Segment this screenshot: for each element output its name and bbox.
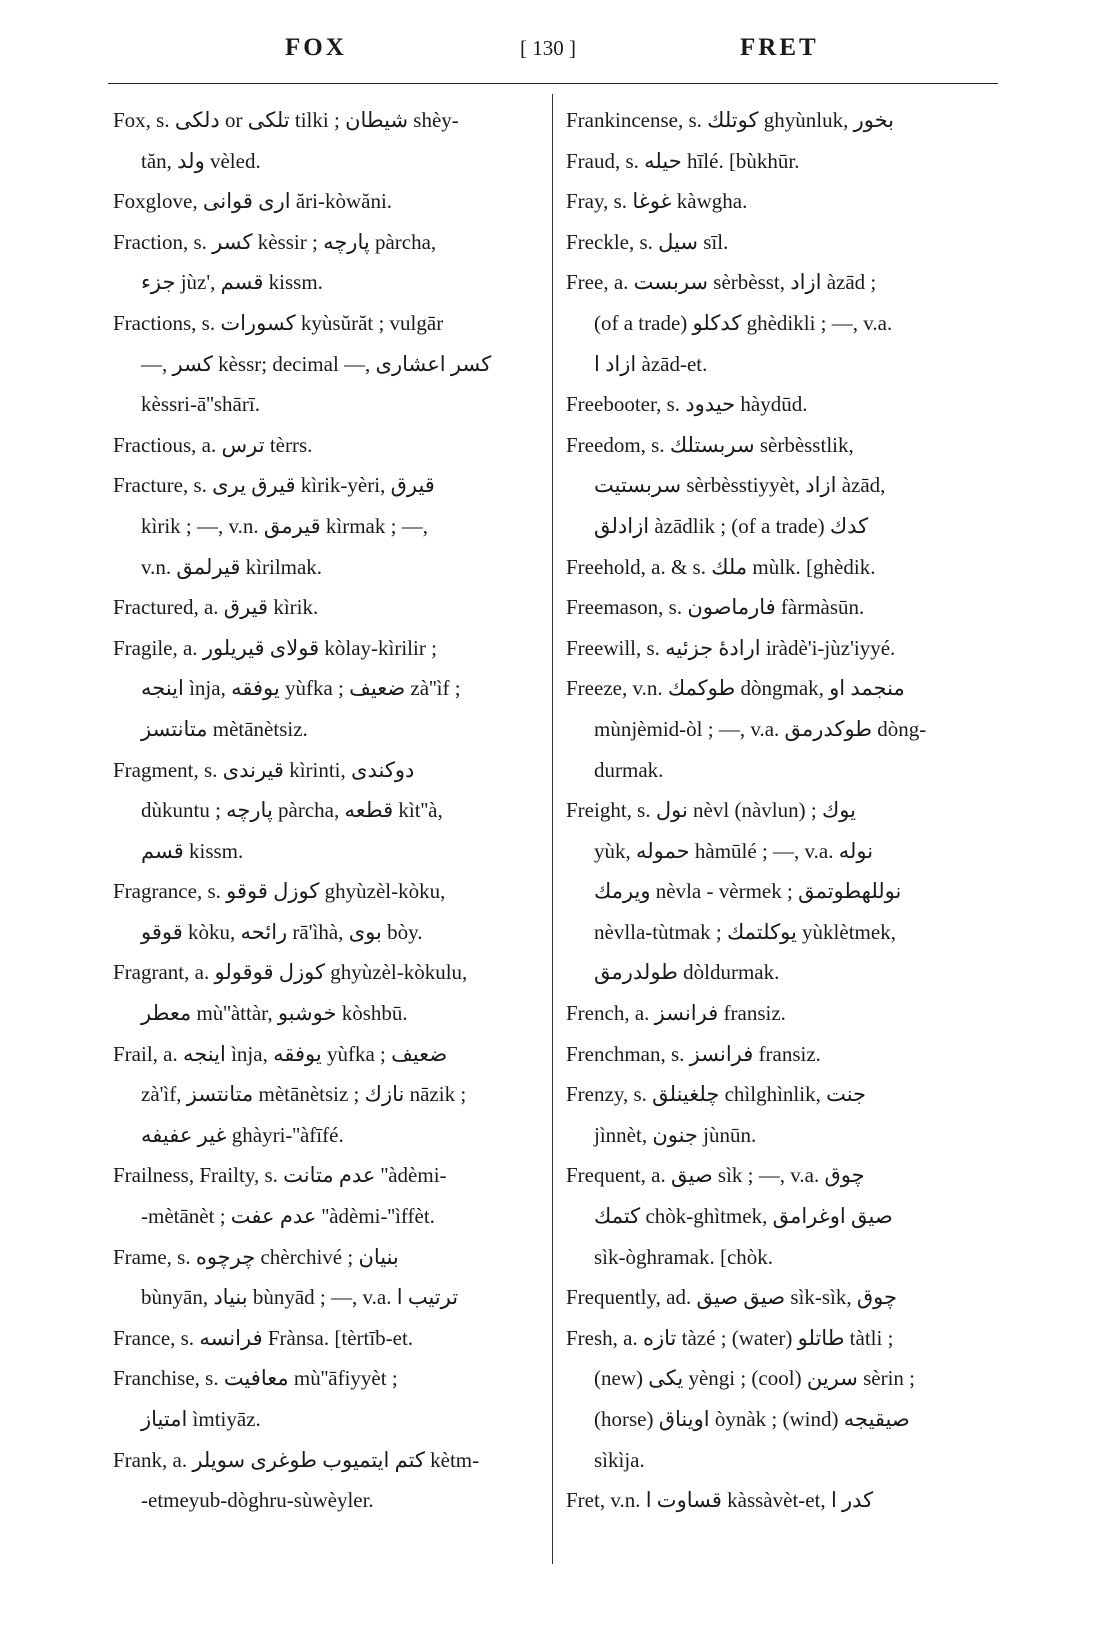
entry-continuation-line: قوقو kòku, رائحه rā'ìhà, بوى bòy. xyxy=(141,919,423,944)
entry-continuation-line: امتياز ìmtiyāz. xyxy=(141,1407,261,1431)
entry-line: Fragrance, s. كوزل قوقو ghyùzèl-kòku, xyxy=(113,879,446,904)
running-head-first-word: FOX xyxy=(285,34,347,61)
entry-continuation-line: bùnyān, بنياد bùnyād ; —, v.a. ترتيب ا xyxy=(141,1285,459,1310)
entry-continuation-line: معطر mù''àttàr, خوشبو kòshbū. xyxy=(141,1001,408,1026)
entry-line: Franchise, s. معافيت mù''āfiyyèt ; xyxy=(113,1366,398,1391)
entry-line: Foxglove, ارى قوانى ări-kòwăni. xyxy=(113,189,393,214)
entry-continuation-line: nèvlla-tùtmak ; يوكلتمك yùklètmek, xyxy=(594,919,896,944)
entry-line: Fresh, a. تازه tàzé ; (water) طاتلو tàtli ; xyxy=(566,1325,894,1350)
entry-line: France, s. فرانسه Frànsa. [tèrtīb-et. xyxy=(113,1325,414,1350)
entry-continuation-line: سربستيت sèrbèsstiyyèt, ازاد àzād, xyxy=(594,473,886,498)
entry-continuation-line: -mètānèt ; عدم عفت ''àdèmi-''ìffèt. xyxy=(141,1204,435,1229)
entry-continuation-line: طولدرمق dòldurmak. xyxy=(594,960,780,985)
entry-line: Frenzy, s. چلغينلق chìlghìnlik, جنت xyxy=(566,1082,867,1107)
entry-continuation-line: ازادلق àzādlik ; (of a trade) كدك xyxy=(594,513,869,538)
page-number: [ 130 ] xyxy=(520,36,576,60)
entry-line: Fraud, s. حيله hīlé. [bùkhūr. xyxy=(566,148,800,173)
entry-line: Fractions, s. كسورات kyùsŭrăt ; vulgār xyxy=(113,310,444,335)
entry-continuation-line: (of a trade) كدكلو ghèdikli ; —, v.a. xyxy=(594,310,893,335)
entry-continuation-line: sìkìja. xyxy=(594,1447,645,1472)
entry-line: Frank, a. كتم ايتميوب طوغرى سويلر kètm- xyxy=(113,1447,480,1472)
entry-continuation-line: mùnjèmid-òl ; —, v.a. طوكدرمق dòng- xyxy=(594,716,927,741)
entry-continuation-line: durmak. xyxy=(594,757,664,782)
entry-continuation-line: -etmeyub-dòghru-sùwèyler. xyxy=(141,1488,374,1513)
entry-line: Freight, s. نول nèvl (nàvlun) ; يوك xyxy=(566,798,856,823)
header-rule xyxy=(108,83,998,84)
page-header xyxy=(0,34,1115,74)
entry-continuation-line: jìnnèt, جنون jùnūn. xyxy=(594,1122,757,1147)
entry-line: Frenchman, s. فرانسز fransiz. xyxy=(566,1041,821,1066)
entry-continuation-line: ويرمك nèvla - vèrmek ; نوللهطوتمق xyxy=(594,879,902,904)
entry-line: Fragrant, a. كوزل قوقولو ghyùzèl-kòkulu, xyxy=(113,960,468,985)
entry-continuation-line: v.n. قيرلمق kìrilmak. xyxy=(141,554,323,579)
entry-line: Frailness, Frailty, s. عدم متانت ''àdèmi- xyxy=(113,1163,447,1188)
entry-line: Freebooter, s. حيدود hàydūd. xyxy=(566,392,808,417)
entry-line: Fray, s. غوغا kàwgha. xyxy=(566,189,748,214)
entry-line: Free, a. سربست sèrbèsst, ازاد àzād ; xyxy=(566,270,877,295)
entry-line: Frankincense, s. كوتلك ghyùnluk, بخور xyxy=(566,108,894,132)
entry-continuation-line: ازاد ا àzād-et. xyxy=(594,351,708,376)
entry-continuation-line: —, كسر kèssr; decimal —, كسر اعشارى xyxy=(141,351,492,376)
entry-continuation-line: yùk, حموله hàmūlé ; —, v.a. نوله xyxy=(594,838,874,863)
entry-line: Fractured, a. قيرق kìrik. xyxy=(113,595,319,620)
entry-line: Fracture, s. قيرق يرى kìrik-yèri, قيرق xyxy=(113,473,435,498)
entry-line: Fox, s. دلكى or تلكى tilki ; شيطان shèy- xyxy=(113,108,459,132)
left-column xyxy=(113,100,543,1521)
entry-continuation-line: sìk-òghramak. [chòk. xyxy=(594,1244,774,1269)
entry-line: Frail, a. اينجه ìnja, يوفقه yùfka ; ضعيف xyxy=(113,1041,448,1066)
entry-line: Freemason, s. فارماصون fàrmàsūn. xyxy=(566,595,865,620)
entry-line: Freehold, a. & s. ملك mùlk. [ghèdik. xyxy=(566,554,876,579)
entry-line: Freeze, v.n. طوكمك dòngmak, منجمد او xyxy=(566,676,905,701)
entry-line: Fraction, s. كسر kèssir ; پارچه pàrcha, xyxy=(113,229,437,254)
right-column xyxy=(566,100,996,1521)
entry-continuation-line: (new) يكى yèngi ; (cool) سرين sèrin ; xyxy=(594,1366,915,1391)
entry-continuation-line: قسم kissm. xyxy=(141,838,244,863)
entry-continuation-line: kèssri-ā''shārī. xyxy=(141,392,260,417)
entry-continuation-line: غير عفيفه ghàyri-''àfīfé. xyxy=(141,1122,344,1147)
entry-line: Freckle, s. سيل sīl. xyxy=(566,229,729,254)
entry-line: Fragment, s. قيرندى kìrinti, دوكندى xyxy=(113,757,415,782)
entry-continuation-line: tăn, ولد vèled. xyxy=(141,148,261,173)
entry-line: Fret, v.n. قساوت ا kàssàvèt-et, كدر ا xyxy=(566,1488,874,1513)
running-head-last-word: FRET xyxy=(740,34,819,61)
entry-line: Fragile, a. قولاى قيريلور kòlay-kìrilir ; xyxy=(113,635,437,660)
entry-continuation-line: kìrik ; —, v.n. قيرمق kìrmak ; —, xyxy=(141,513,428,538)
entry-continuation-line: zà'ìf, متانتسز mètānètsiz ; نازك nāzik ; xyxy=(141,1082,467,1107)
entry-continuation-line: متانتسز mètānètsiz. xyxy=(141,716,308,741)
entry-continuation-line: كتمك chòk-ghìtmek, صيق اوغرامق xyxy=(594,1204,893,1229)
entry-line: Frame, s. چرچوه chèrchivé ; بنيان xyxy=(113,1244,399,1269)
entry-continuation-line: اينجه ìnja, يوفقه yùfka ; ضعيف zà''ìf ; xyxy=(141,676,461,701)
entry-line: Freewill, s. ارادۀ جزئيه iràdè'i-jùz'iyyé. xyxy=(566,635,896,660)
entry-continuation-line: (horse) اويناق òynàk ; (wind) صيقيجه xyxy=(594,1407,910,1431)
entry-line: French, a. فرانسز fransiz. xyxy=(566,1001,786,1026)
entry-line: Freedom, s. سربستلك sèrbèsstlik, xyxy=(566,432,854,457)
entry-continuation-line: dùkuntu ; پارچه pàrcha, قطعه kìt''à, xyxy=(141,798,443,823)
entry-line: Fractious, a. ترس tèrrs. xyxy=(113,432,313,457)
column-divider xyxy=(552,94,553,1564)
entry-line: Frequently, ad. صيق صيق sìk-sìk, چوق xyxy=(566,1285,897,1310)
entry-continuation-line: جزء jùz', قسم kissm. xyxy=(141,270,323,295)
entry-line: Frequent, a. صيق sìk ; —, v.a. چوق xyxy=(566,1163,865,1188)
